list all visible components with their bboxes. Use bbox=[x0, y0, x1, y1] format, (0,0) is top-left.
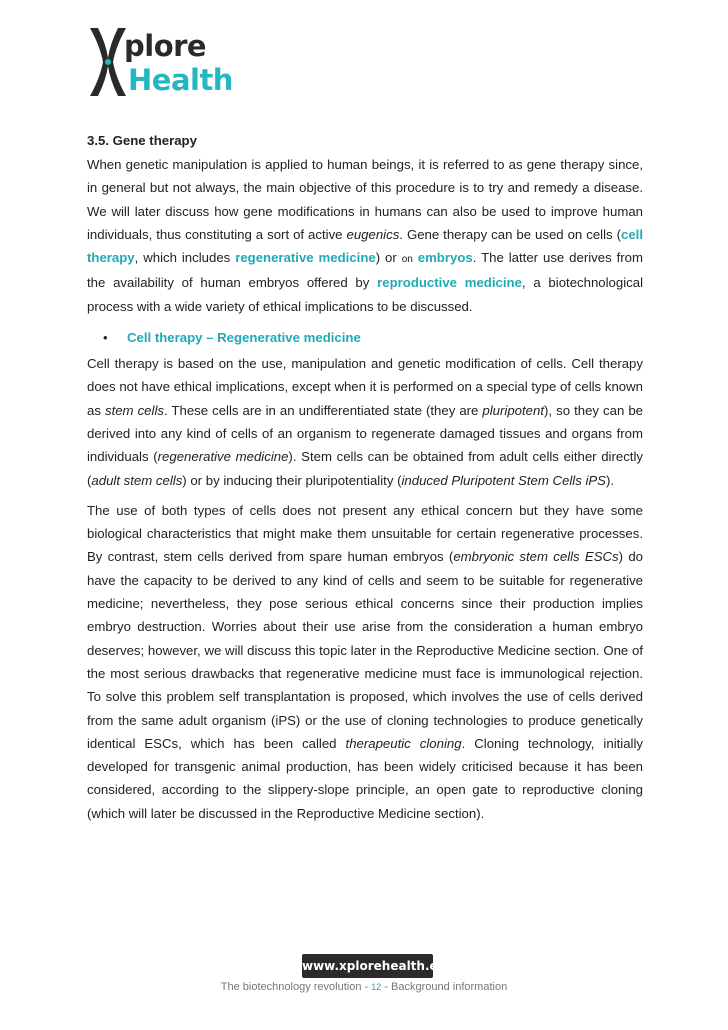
text: The use of both types of cells does not present any ethical concern but they have some biological characteristics that might make them unsuitable for certain regenerative processes. By contrast, stem cells derived from spare human embryos ( bbox=[87, 502, 643, 565]
page-footer bbox=[0, 981, 728, 993]
page-number: 12 bbox=[371, 982, 382, 992]
paragraph-stem-cells bbox=[87, 499, 643, 825]
text: . These cells are in an undifferentiated state (they are bbox=[163, 402, 483, 418]
emphasis: stem cells bbox=[104, 402, 164, 418]
emphasis-eugenics: eugenics bbox=[346, 226, 400, 242]
text-small: on bbox=[401, 254, 413, 266]
text: ) do have the capacity to be derived to any kind of cells and seem to be suitable for regenerative medicine; nevertheless, they pose serious ethical concerns since their production implies embryo destruction. Worries about their use arise from the consideration a human embryo deserves; however, we will discuss this topic later in the Reproductive Medicine section. One of the most serious drawbacks that regenerative medicine must face is immunological rejection. To solve this problem self transplantation is proposed, which involves the use of cells derived from the same adult organism (iPS) or the use of cloning technologies to produce genetically identical ESCs, which has been called bbox=[87, 549, 643, 751]
emphasis: pluripotent bbox=[482, 402, 545, 418]
paragraph-cell-therapy bbox=[87, 352, 643, 492]
highlight-reproductive-medicine: reproductive medicine bbox=[377, 275, 522, 291]
text: , which includes bbox=[134, 250, 236, 266]
logo-text-plore: plore bbox=[124, 29, 207, 63]
footer-left-text: The biotechnology revolution - bbox=[220, 981, 372, 993]
text: ). Stem cells can be obtained from adult cells either directly ( bbox=[87, 449, 643, 488]
highlight-embryos: embryos bbox=[417, 250, 473, 266]
text: . Gene therapy can be used on cells ( bbox=[399, 226, 621, 242]
footer-right-text: - Background information bbox=[381, 981, 508, 993]
text: . The latter use derives from the availability of human embryos offered by bbox=[87, 250, 643, 291]
paragraph-gene-therapy bbox=[87, 153, 643, 318]
text: Cell therapy is based on the use, manipulation and genetic modification of cells. Cell therapy does not have ethical implications, except when it is performed on a special type of cells known as bbox=[87, 356, 643, 418]
xplore-health-logo bbox=[86, 26, 236, 98]
highlight-regenerative-medicine: regenerative medicine bbox=[235, 250, 376, 266]
text: When genetic manipulation is applied to human beings, it is referred to as gene therapy since, in general but not always, the main objective of this procedure is to try and remedy a disease. We will later discuss how gene modifications in humans can also be used to improve human individuals, thus constituting a sort of active bbox=[87, 157, 643, 242]
text: ) or bbox=[375, 250, 402, 266]
text: ). bbox=[605, 472, 615, 488]
page-content bbox=[87, 131, 643, 825]
emphasis: embryonic stem cells ESCs bbox=[453, 549, 619, 565]
emphasis: induced Pluripotent Stem Cells iPS bbox=[401, 472, 606, 488]
x-logo-icon bbox=[86, 26, 126, 98]
website-badge: www.xplorehealth.eu bbox=[302, 954, 433, 978]
text: , a biotechnological process with a wide variety of ethical implications to be discussed. bbox=[87, 275, 644, 314]
bullet-icon: • bbox=[103, 330, 108, 346]
section-title: 3.5. Gene therapy bbox=[87, 133, 197, 148]
bullet-item-cell-therapy bbox=[87, 328, 643, 348]
emphasis: adult stem cells bbox=[91, 472, 183, 488]
emphasis: regenerative medicine bbox=[157, 449, 289, 465]
emphasis: therapeutic cloning bbox=[345, 735, 462, 751]
bullet-label: Cell therapy – Regenerative medicine bbox=[127, 330, 361, 346]
highlight-cell-therapy: cell therapy bbox=[87, 226, 643, 266]
text: ) or by inducing their pluripotentiality ( bbox=[182, 472, 402, 488]
logo-text-health: Health bbox=[128, 63, 233, 97]
text: ), so they can be derived into any kind of cells of an organism to regenerate damaged tissues and organs from individuals ( bbox=[87, 402, 643, 465]
text: . Cloning technology, initially developed for transgenic animal production, has been widely criticised because it has been considered, according to the slippery-slope principle, an open gate to reproductive cloning (which will later be discussed in the Reproductive Medicine section). bbox=[87, 735, 644, 821]
